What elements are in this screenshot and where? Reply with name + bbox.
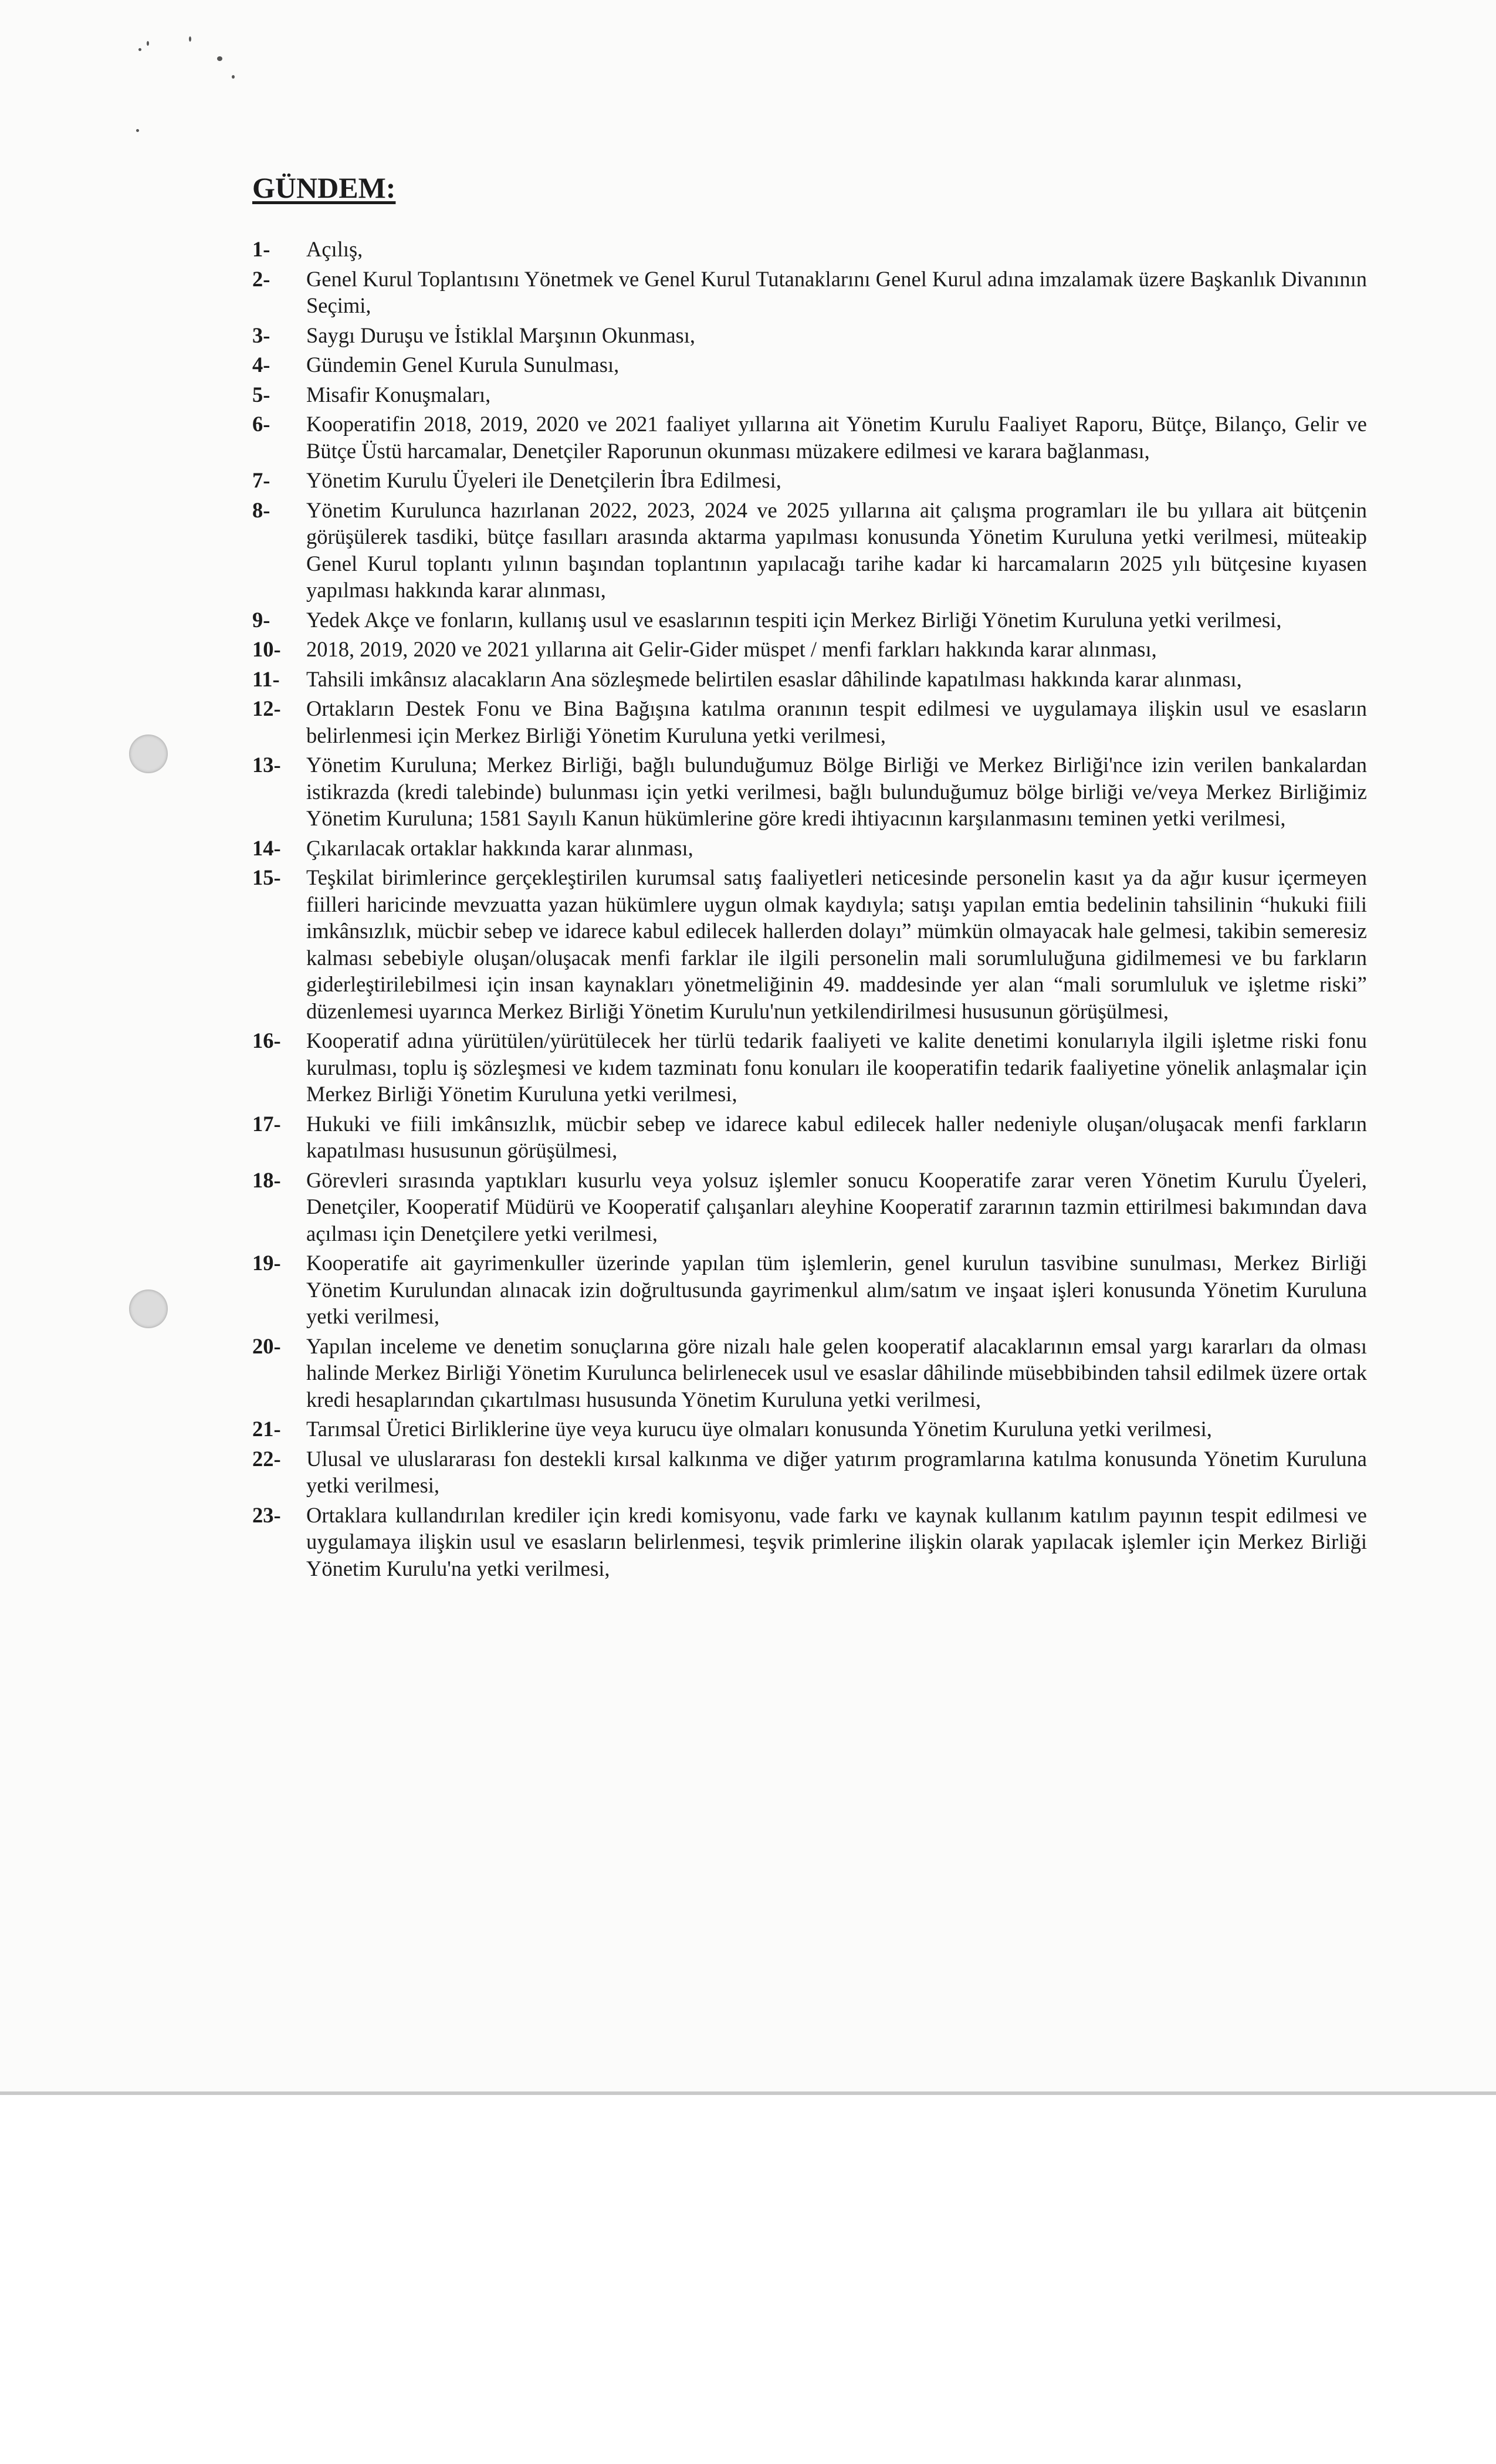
agenda-item [252,1333,1367,1413]
agenda-item [252,381,1367,408]
agenda-item-number: 19- [252,1251,281,1275]
agenda-item-text: Tahsili imkânsız alacakların Ana sözleşmede belirtilen esaslar dâhilinde kapatılması hakkında karar alınması, [306,666,1242,691]
agenda-item-number: 21- [252,1417,281,1441]
agenda-item [252,236,1367,263]
agenda-item-text: Gündemin Genel Kurula Sunulması, [306,353,620,377]
agenda-item-text: Görevleri sırasında yaptıkları kusurlu veya yolsuz işlemler sonucu Kooperatife zarar veren Yönetim Kurulu Üyeleri, Denetçiler, Kooperatif Müdürü ve Kooperatif çalışanları aleyhine Kooperatif zararının tazmin ettirilmesi bakımından dava açılması için Denetçilere yetki verilmesi, [306,1167,1367,1245]
agenda-item [252,1167,1367,1247]
agenda-item-text: Genel Kurul Toplantısını Yönetmek ve Genel Kurul Tutanaklarını Genel Kurul adına imzalamak üzere Başkanlık Divanının Seçimi, [306,266,1367,317]
agenda-item [252,467,1367,494]
agenda-item-text: Tarımsal Üretici Birliklerine üye veya kurucu üye olmaları konusunda Yönetim Kuruluna yetki verilmesi, [306,1417,1212,1441]
agenda-item [252,497,1367,604]
agenda-item [252,1502,1367,1582]
agenda-item [252,1416,1367,1443]
agenda-item-number: 1- [252,237,270,261]
agenda-item [252,1111,1367,1164]
agenda-item-number: 8- [252,497,270,522]
agenda-item-number: 5- [252,382,270,407]
agenda-item-text: Açılış, [306,237,363,261]
agenda-item-text: Misafir Konuşmaları, [306,382,491,407]
agenda-heading: GÜNDEM: [252,171,396,204]
agenda-item [252,411,1367,464]
agenda-item [252,752,1367,832]
agenda-list [252,236,1367,1582]
agenda-item-number: 10- [252,637,281,661]
agenda-item-number: 22- [252,1446,281,1471]
agenda-item-number: 20- [252,1333,281,1358]
agenda-item-text: Yönetim Kurulu Üyeleri ile Denetçilerin İbra Edilmesi, [306,468,781,492]
agenda-item-text: Yönetim Kurulunca hazırlanan 2022, 2023, 2024 ve 2025 yıllarına ait çalışma programları ile bu yıllara ait bütçenin görüşülerek tasdiki, bütçe fasılları arasında aktarma yapılması konusunda Yönetim Kuruluna yetki verilmesi, müteakip Genel Kurul toplantı yılının başından toplantının yapılacağı tarihe kadar ki harcamaların 2025 yılı bütçesine kıyasen yapılması hakkında karar alınması, [306,497,1367,602]
agenda-item-number: 18- [252,1167,281,1192]
paper-bottom-edge [0,2091,1496,2095]
agenda-item-number: 9- [252,607,270,632]
agenda-item-number: 3- [252,323,270,347]
scan-speck [136,129,139,132]
agenda-item [252,695,1367,749]
agenda-item-text: Saygı Duruşu ve İstiklal Marşının Okunması, [306,323,696,347]
agenda-item [252,666,1367,693]
scan-speck [232,75,235,79]
agenda-item [252,266,1367,319]
agenda-item-text: Kooperatifin 2018, 2019, 2020 ve 2021 faaliyet yıllarına ait Yönetim Kurulu Faaliyet Raporu, Bütçe, Bilanço, Gelir ve Bütçe Üstü harcamalar, Denetçiler Raporunun okunması müzakere edilmesi ve karara bağlanması, [306,412,1367,463]
agenda-item-number: 17- [252,1111,281,1136]
agenda-item [252,835,1367,862]
agenda-item-number: 23- [252,1502,281,1527]
scan-speck [138,48,141,51]
agenda-item-number: 15- [252,865,281,889]
agenda-item-text: Ulusal ve uluslararası fon destekli kırsal kalkınma ve diğer yatırım programlarına katılma konusunda Yönetim Kuruluna yetki verilmesi, [306,1446,1367,1497]
agenda-item-text: Yedek Akçe ve fonların, kullanış usul ve esaslarının tespiti için Merkez Birliği Yönetim Kuruluna yetki verilmesi, [306,607,1282,632]
agenda-item-text: 2018, 2019, 2020 ve 2021 yıllarına ait Gelir-Gider müspet / menfi farkları hakkında karar alınması, [306,637,1157,661]
agenda-item-text: Kooperatife ait gayrimenkuller üzerinde yapılan tüm işlemlerin, genel kurulun tasvibine sunulması, Merkez Birliği Yönetim Kurulundan alınacak izin doğrultusunda gayrimenkul alım/satım ve inşaat işleri konusunda Yönetim Kuruluna yetki verilmesi, [306,1251,1367,1328]
agenda-item [252,1250,1367,1330]
agenda-item-number: 13- [252,753,281,777]
punch-hole [129,735,168,773]
scan-speck [189,36,191,42]
agenda-item [252,864,1367,1024]
scan-speck [217,56,222,61]
agenda-item [252,1446,1367,1499]
agenda-item-text: Ortakların Destek Fonu ve Bina Bağışına katılma oranının tespit edilmesi ve uygulamaya ilişkin usul ve esasların belirlenmesi için Merkez Birliği Yönetim Kuruluna yetki verilmesi, [306,696,1367,747]
agenda-item-number: 4- [252,353,270,377]
agenda-item [252,607,1367,634]
agenda-item-text: Ortaklara kullandırılan krediler için kredi komisyonu, vade farkı ve kaynak kullanım katılım payının tespit edilmesi ve uygulamaya ilişkin usul ve esasların belirlenmesi, teşvik primlerine ilişkin olarak yapılacak işlemler için Merkez Birliği Yönetim Kurulu'na yetki verilmesi, [306,1502,1367,1580]
agenda-item-text: Kooperatif adına yürütülen/yürütülecek her türlü tedarik faaliyeti ve kalite denetimi konularıyla ilgili işletme riski fonu kurulması, toplu iş sözleşmesi ve kıdem tazminatı fonu konuları ile kooperatifin tedarik faaliyetine yönelik anlaşmalar için Merkez Birliği Yönetim Kuruluna yetki verilmesi, [306,1028,1367,1106]
agenda-item-number: 6- [252,412,270,436]
agenda-item-text: Teşkilat birimlerince gerçekleştirilen kurumsal satış faaliyetleri neticesinde personelin kasıt ya da ağır kusur içermeyen fiilleri haricinde mevzuatta yazan hükümlere uygun olmak kaydıyla; satışı yapılan emtia bedelinin tahsilinin “hukuki fiili imkânsızlık, mücbir sebep ve idarece kabul edilecek hallerden dolayı” mümkün olmayacak hale gelmesi, takibin semeresiz kalması sebebiyle oluşan/oluşacak menfi farklar ile ilgili personelin mali sorumluluğuna gidilmemesi ve bu farkların giderleştirilebilmesi için insan kaynakları yönetmeliğinin 49. maddesinde yer alan “mali sorumluluk ve işletme riski” düzenlemesi uyarınca Merkez Birliği Yönetim Kurulu'nun yetkilendirilmesi hususunun görüşülmesi, [306,865,1367,1023]
agenda-item [252,351,1367,378]
scan-speck [147,41,149,46]
agenda-item [252,1027,1367,1108]
agenda-item-text: Yönetim Kuruluna; Merkez Birliği, bağlı bulunduğumuz Bölge Birliği ve Merkez Birliği'nce izin verilen bankalardan istikrazda (kredi talebinde) bulunması için yetki verilmesi, bağlı bulunduğumuz bölge birliği ve/veya Merkez Birliğimiz Yönetim Kuruluna; 1581 Sayılı Kanun hükümlerine göre kredi ihtiyacının karşılanmasını teminen yetki verilmesi, [306,753,1367,830]
agenda-item-number: 7- [252,468,270,492]
punch-hole [129,1289,168,1328]
agenda-document [252,170,1367,1585]
agenda-item-number: 2- [252,266,270,291]
agenda-item-number: 11- [252,666,280,691]
agenda-item [252,322,1367,349]
agenda-item-number: 12- [252,696,281,720]
agenda-item [252,636,1367,663]
agenda-item-text: Hukuki ve fiili imkânsızlık, mücbir sebep ve idarece kabul edilecek haller nedeniyle oluşan/oluşacak menfi farkların kapatılması hususunun görüşülmesi, [306,1111,1367,1162]
agenda-item-text: Çıkarılacak ortaklar hakkında karar alınması, [306,835,693,860]
agenda-item-number: 16- [252,1028,281,1052]
agenda-item-text: Yapılan inceleme ve denetim sonuçlarına göre nizalı hale gelen kooperatif alacaklarının emsal yargı kararları da olması halinde Merkez Birliği Yönetim Kurulunca belirlenecek usul ve esaslar dâhilinde müsebbibinden tahsil edilmek üzere ortak kredi hesaplarından çıkartılması hususunda Yönetim Kuruluna yetki verilmesi, [306,1333,1367,1412]
agenda-item-number: 14- [252,835,281,860]
